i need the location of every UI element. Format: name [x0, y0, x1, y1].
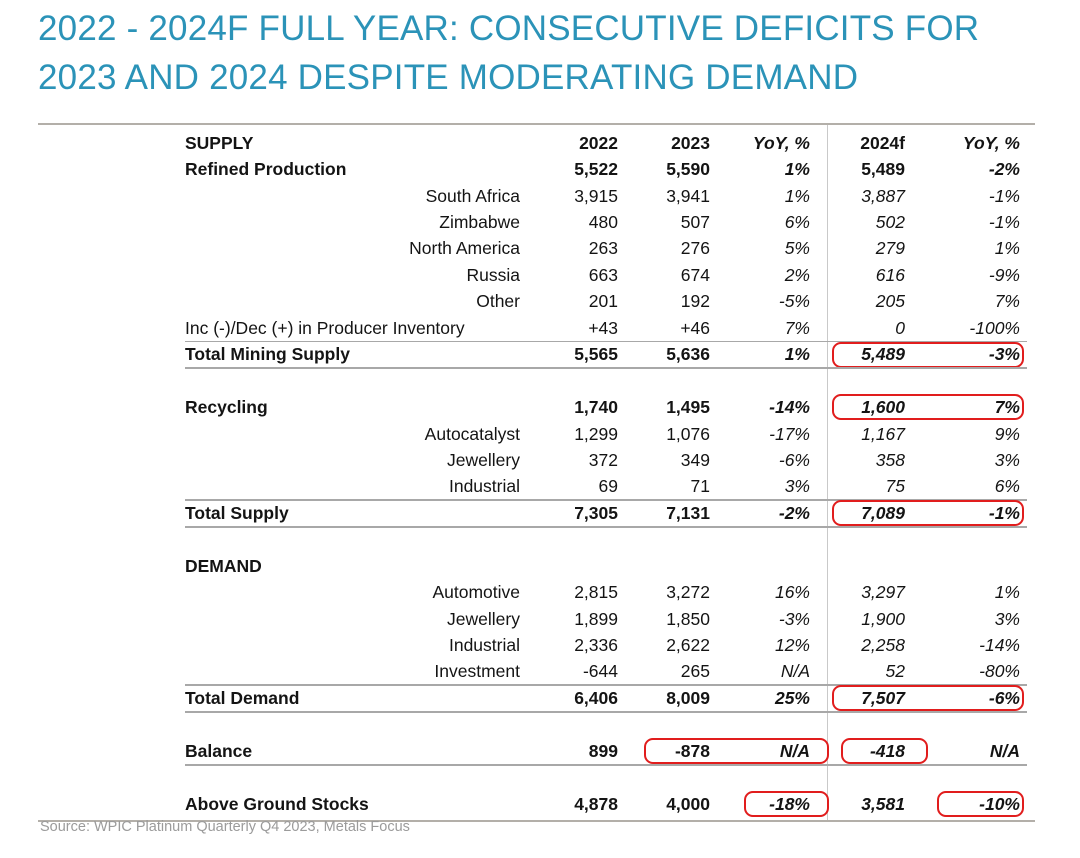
cell-2024f: 2,258: [861, 635, 905, 656]
cell-yoy2: 1%: [994, 582, 1020, 603]
cell-2022: 663: [588, 264, 618, 285]
cell-yoy2: YoY, %: [962, 132, 1020, 153]
cell-yoy1: YoY, %: [752, 132, 810, 153]
table-row: [38, 262, 1035, 288]
cell-2023: 2,622: [666, 635, 710, 656]
row-label: DEMAND: [185, 555, 262, 576]
table-row: [38, 500, 1035, 526]
cell-yoy1: 1%: [784, 344, 810, 365]
cell-2024f: -418: [869, 740, 905, 761]
cell-2023: 265: [680, 661, 710, 682]
row-label: Above Ground Stocks: [185, 793, 369, 814]
row-label: Refined Production: [185, 159, 347, 180]
cell-2022: -644: [582, 661, 618, 682]
table-row: [38, 553, 1035, 579]
cell-2022: 5,522: [574, 159, 618, 180]
cell-2024f: 3,581: [861, 793, 905, 814]
spacer-row: [38, 368, 1035, 394]
table-row: [38, 342, 1035, 368]
slide-title-line2: 2023 AND 2024 DESPITE MODERATING DEMAND: [38, 58, 859, 97]
cell-yoy2: -9%: [988, 264, 1020, 285]
cell-2024f: 3,297: [861, 582, 905, 603]
cell-yoy1: 1%: [784, 185, 810, 206]
cell-2022: 5,565: [574, 344, 618, 365]
row-label: Jewellery: [447, 449, 520, 470]
cell-2024f: 7,507: [861, 687, 905, 708]
row-label: Autocatalyst: [424, 423, 520, 444]
cell-yoy1: N/A: [780, 661, 810, 682]
table-row: [38, 632, 1035, 658]
table-row: [38, 738, 1035, 764]
cell-2022: 1,899: [574, 608, 618, 629]
cell-2022: 2022: [579, 132, 618, 153]
cell-yoy2: -10%: [979, 793, 1020, 814]
table-row: [38, 659, 1035, 685]
cell-2024f: 0: [895, 317, 905, 338]
cell-2024f: 502: [875, 212, 905, 233]
cell-yoy2: -100%: [969, 317, 1020, 338]
cell-yoy1: N/A: [779, 740, 810, 761]
cell-yoy2: N/A: [989, 740, 1020, 761]
row-label: Total Mining Supply: [185, 344, 350, 365]
cell-yoy1: 7%: [784, 317, 810, 338]
cell-yoy2: -2%: [988, 159, 1020, 180]
cell-2023: 674: [680, 264, 710, 285]
table-rows: [38, 130, 1035, 817]
cell-yoy1: -2%: [778, 502, 810, 523]
cell-2022: 263: [588, 238, 618, 259]
row-label: Other: [476, 291, 520, 312]
cell-yoy1: 3%: [784, 476, 810, 497]
cell-2022: 3,915: [574, 185, 618, 206]
table-row: [38, 315, 1035, 341]
cell-2024f: 7,089: [861, 502, 905, 523]
row-label: Industrial: [448, 476, 520, 497]
cell-2024f: 205: [875, 291, 905, 312]
cell-2024f: 3,887: [861, 185, 905, 206]
cell-2023: 8,009: [666, 687, 710, 708]
row-label: Inc (-)/Dec (+) in Producer Inventory: [185, 317, 465, 338]
cell-2022: 2,815: [574, 582, 618, 603]
cell-2023: 1,850: [666, 608, 710, 629]
cell-yoy2: 6%: [994, 476, 1020, 497]
cell-2023: -878: [674, 740, 710, 761]
table-row: [38, 606, 1035, 632]
cell-yoy1: -17%: [769, 423, 810, 444]
cell-2024f: 616: [875, 264, 905, 285]
cell-2023: 507: [680, 212, 710, 233]
table-row: [38, 579, 1035, 605]
cell-2022: 6,406: [574, 687, 618, 708]
cell-2024f: 75: [885, 476, 905, 497]
cell-2024f: 1,900: [861, 608, 905, 629]
cell-yoy1: 16%: [774, 582, 810, 603]
table-row: [38, 447, 1035, 473]
table-row: [38, 685, 1035, 711]
cell-2023: 2023: [671, 132, 710, 153]
cell-2023: 192: [680, 291, 710, 312]
row-label: Total Demand: [185, 687, 300, 708]
cell-2023: 349: [680, 449, 710, 470]
cell-yoy2: -3%: [988, 344, 1020, 365]
cell-yoy2: -6%: [988, 687, 1020, 708]
spacer-row: [38, 765, 1035, 791]
spacer-row: [38, 527, 1035, 553]
row-label: Jewellery: [447, 608, 520, 629]
row-label: Zimbabwe: [439, 212, 520, 233]
cell-2022: 480: [588, 212, 618, 233]
cell-2022: 1,299: [574, 423, 618, 444]
row-label: Russia: [466, 264, 520, 285]
cell-yoy1: 6%: [784, 212, 810, 233]
table-row: [38, 394, 1035, 420]
cell-2022: 1,740: [574, 397, 618, 418]
cell-yoy2: -14%: [979, 635, 1020, 656]
cell-2024f: 279: [875, 238, 905, 259]
cell-2023: 3,272: [666, 582, 710, 603]
cell-yoy1: 1%: [784, 159, 810, 180]
slide-title-line1: 2022 - 2024F FULL YEAR: CONSECUTIVE DEFICITS FOR: [38, 9, 980, 48]
cell-yoy1: -14%: [769, 397, 810, 418]
row-label: North America: [409, 238, 520, 259]
cell-yoy1: 2%: [784, 264, 810, 285]
table-row: [38, 183, 1035, 209]
spacer-row: [38, 712, 1035, 738]
cell-yoy2: -1%: [988, 185, 1020, 206]
row-label: Total Supply: [185, 502, 289, 523]
cell-2022: 4,878: [574, 793, 618, 814]
cell-2023: 5,636: [666, 344, 710, 365]
cell-yoy2: 7%: [994, 291, 1020, 312]
cell-2024f: 5,489: [861, 159, 905, 180]
row-label: Industrial: [448, 635, 520, 656]
table-row: [38, 791, 1035, 817]
supply-demand-table: [38, 123, 1035, 822]
cell-2023: +46: [680, 317, 710, 338]
cell-2023: 7,131: [666, 502, 710, 523]
cell-2022: 2,336: [574, 635, 618, 656]
cell-2024f: 358: [875, 449, 905, 470]
cell-2022: 201: [588, 291, 618, 312]
cell-2023: 276: [680, 238, 710, 259]
cell-yoy1: 5%: [784, 238, 810, 259]
cell-yoy1: -6%: [778, 449, 810, 470]
cell-2022: +43: [588, 317, 618, 338]
cell-yoy1: -18%: [769, 793, 810, 814]
cell-2022: 69: [598, 476, 618, 497]
cell-2024f: 1,600: [861, 397, 905, 418]
cell-2023: 5,590: [666, 159, 710, 180]
cell-2024f: 2024f: [860, 132, 905, 153]
cell-yoy1: -3%: [778, 608, 810, 629]
cell-yoy1: 25%: [774, 687, 810, 708]
cell-2022: 899: [588, 740, 618, 761]
source-note: Source: WPIC Platinum Quarterly Q4 2023, Metals Focus: [40, 819, 410, 835]
slide-title: [38, 4, 1048, 102]
row-label: Automotive: [432, 582, 520, 603]
table-row: [38, 236, 1035, 262]
row-label: South Africa: [425, 185, 520, 206]
table-row: [38, 289, 1035, 315]
table-row: [38, 209, 1035, 235]
cell-2023: 71: [690, 476, 710, 497]
cell-yoy2: -1%: [988, 502, 1020, 523]
cell-2024f: 52: [885, 661, 905, 682]
cell-yoy2: 9%: [994, 423, 1020, 444]
cell-2022: 7,305: [574, 502, 618, 523]
cell-2023: 4,000: [666, 793, 710, 814]
cell-yoy2: 7%: [994, 397, 1020, 418]
table-row: [38, 156, 1035, 182]
row-label: Investment: [434, 661, 520, 682]
cell-2024f: 1,167: [861, 423, 905, 444]
cell-yoy2: -80%: [979, 661, 1020, 682]
cell-yoy2: -1%: [988, 212, 1020, 233]
table-row: [38, 130, 1035, 156]
cell-yoy1: 12%: [774, 635, 810, 656]
cell-yoy1: -5%: [778, 291, 810, 312]
row-label: SUPPLY: [185, 132, 254, 153]
cell-2023: 3,941: [666, 185, 710, 206]
table-row: [38, 421, 1035, 447]
cell-2023: 1,495: [666, 397, 710, 418]
row-label: Recycling: [185, 397, 268, 418]
cell-2022: 372: [588, 449, 618, 470]
cell-2023: 1,076: [666, 423, 710, 444]
cell-yoy2: 1%: [994, 238, 1020, 259]
table-row: [38, 474, 1035, 500]
cell-2024f: 5,489: [861, 344, 905, 365]
cell-yoy2: 3%: [994, 608, 1020, 629]
cell-yoy2: 3%: [994, 449, 1020, 470]
row-label: Balance: [185, 740, 253, 761]
